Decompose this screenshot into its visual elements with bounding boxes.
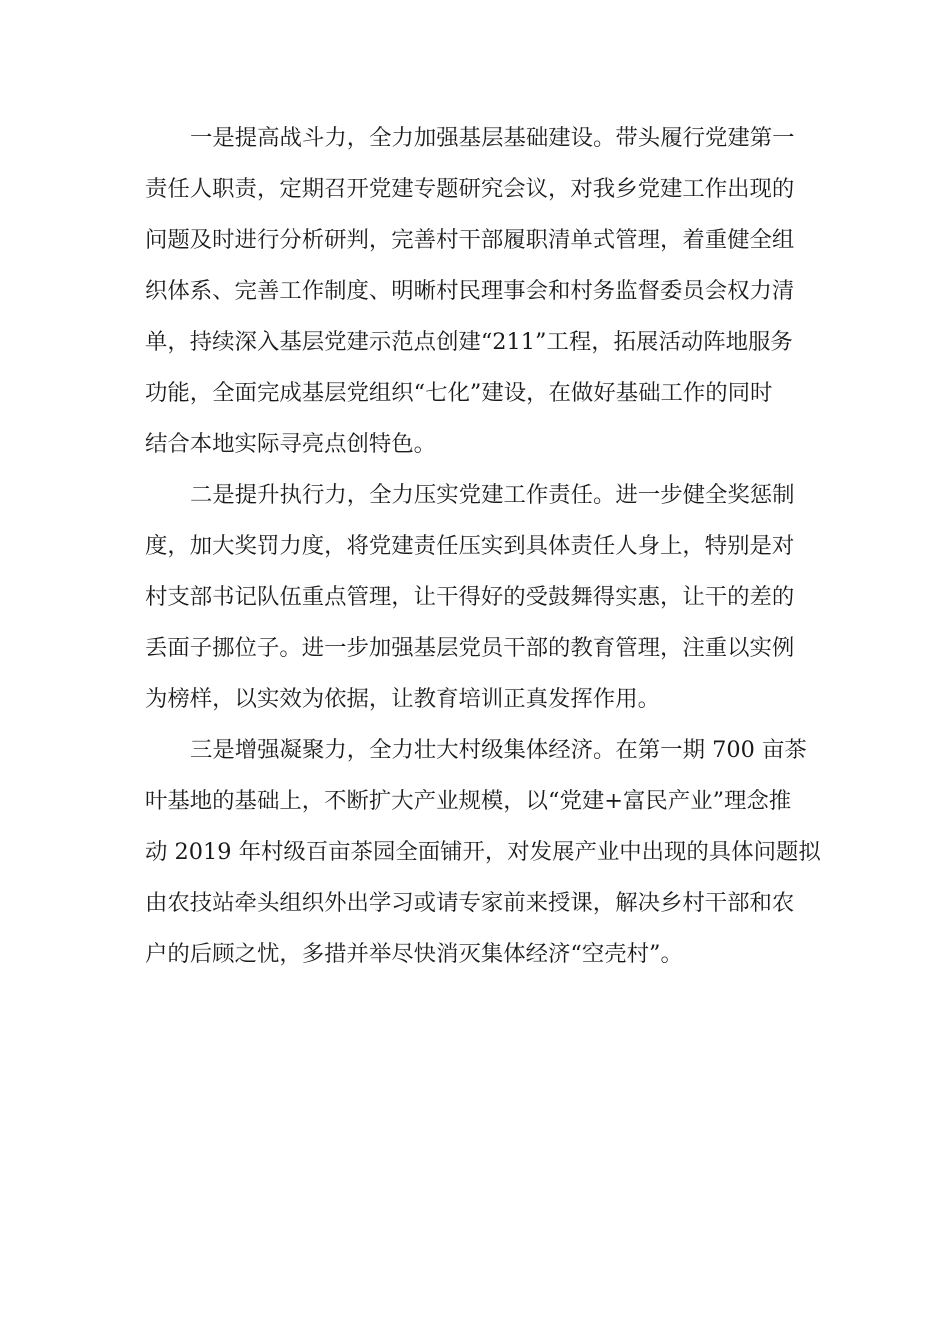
paragraph-line: 问题及时进行分析研判，完善村干部履职清单式管理，着重健全组	[145, 227, 795, 253]
paragraph-1	[145, 113, 810, 470]
paragraph-line: 动 2019 年村级百亩茶园全面铺开，对发展产业中出现的具体问题拟	[145, 839, 821, 865]
paragraph-line: 度，加大奖罚力度，将党建责任压实到具体责任人身上，特别是对	[145, 533, 795, 559]
paragraph-line: 结合本地实际寻亮点创特色。	[145, 431, 437, 457]
document-body	[145, 113, 821, 980]
paragraph-line: 丢面子挪位子。进一步加强基层党员干部的教育管理，注重以实例	[145, 635, 795, 661]
paragraph-line: 功能，全面完成基层党组织“七化”建设，在做好基础工作的同时	[145, 380, 773, 406]
paragraph-line: 二是提升执行力，全力压实党建工作责任。进一步健全奖惩制	[190, 482, 795, 508]
paragraph-line: 叶基地的基础上，不断扩大产业规模，以“党建+富民产业”理念推	[145, 788, 792, 814]
paragraph-line: 由农技站牵头组织外出学习或请专家前来授课，解决乡村干部和农	[145, 890, 795, 916]
paragraph-line: 单，持续深入基层党建示范点创建“211”工程，拓展活动阵地服务	[145, 329, 793, 355]
paragraph-3	[145, 725, 821, 980]
paragraph-line: 责任人职责，定期召开党建专题研究会议，对我乡党建工作出现的	[145, 176, 795, 202]
paragraph-line: 一是提高战斗力，全力加强基层基础建设。带头履行党建第一	[190, 125, 795, 151]
paragraph-line: 为榜样，以实效为依据，让教育培训正真发挥作用。	[145, 686, 660, 712]
paragraph-2	[145, 470, 810, 725]
paragraph-line: 织体系、完善工作制度、明晰村民理事会和村务监督委员会权力清	[145, 278, 795, 304]
paragraph-line: 户的后顾之忧，多措并举尽快消灭集体经济“空壳村”。	[145, 941, 683, 967]
paragraph-line: 村支部书记队伍重点管理，让干得好的受鼓舞得实惠，让干的差的	[145, 584, 795, 610]
paragraph-line: 三是增强凝聚力，全力壮大村级集体经济。在第一期 700 亩茶	[190, 737, 807, 763]
